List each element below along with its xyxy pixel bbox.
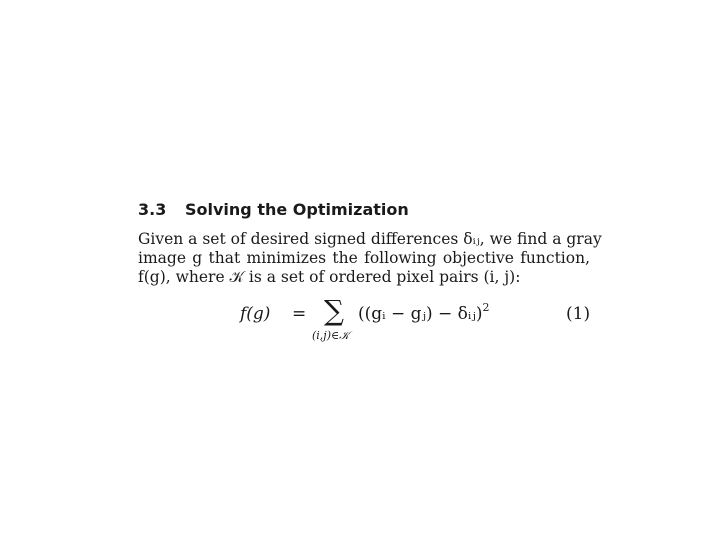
section-title: Solving the Optimization [185, 200, 409, 219]
equation-lhs: f(g) [240, 304, 271, 324]
paragraph-line-1: Given a set of desired signed differences δᵢⱼ, we find a gray [138, 230, 602, 248]
equation-exponent: 2 [482, 301, 490, 314]
equation-number: (1) [566, 304, 591, 324]
equation-equals: = [292, 304, 307, 324]
equation-rhs-body: ((gᵢ − gⱼ) − δᵢⱼ) [358, 304, 483, 324]
summation-symbol: ∑ [324, 294, 344, 327]
paragraph-line-3: f(g), where 𝒦 is a set of ordered pixel pairs (i, j): [138, 268, 521, 286]
summation-range: (i,j)∈𝒦 [312, 329, 350, 342]
section-number: 3.3 [138, 200, 167, 219]
paragraph-line-2: image g that minimizes the following objective function, [138, 249, 590, 267]
equation-rhs [358, 301, 490, 324]
